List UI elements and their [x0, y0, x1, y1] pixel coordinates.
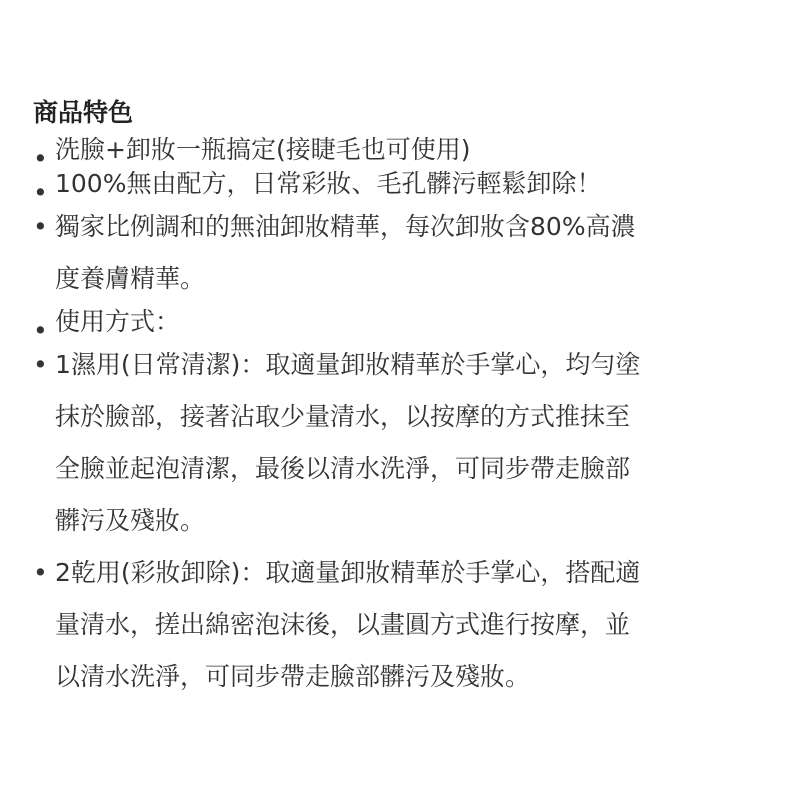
feature-item-wet-use	[33, 339, 773, 547]
bullet-icon: •	[33, 350, 48, 379]
product-features-section	[33, 93, 773, 703]
feature-line: 1濕用(日常清潔)：取適量卸妝精華於手掌心，均勻塗	[55, 350, 641, 379]
feature-item-usage-heading	[33, 305, 773, 345]
bullet-icon: •	[33, 144, 48, 173]
section-title: 商品特色	[33, 98, 134, 127]
feature-item-dry-use	[33, 547, 773, 703]
feature-line: 全臉並起泡清潔，最後以清水洗淨，可同步帶走臉部	[55, 454, 631, 483]
bullet-icon: •	[33, 316, 48, 345]
feature-line: 度養膚精華。	[55, 264, 206, 293]
feature-item-wash-and-remove	[33, 133, 773, 173]
bullet-icon: •	[33, 212, 48, 241]
bullet-icon: •	[33, 178, 48, 207]
feature-line: 獨家比例調和的無油卸妝精華，每次卸妝含80%高濃	[55, 212, 636, 241]
feature-line: 抹於臉部，接著沾取少量清水，以按摩的方式推抹至	[55, 402, 631, 431]
feature-line: 使用方式：	[55, 307, 181, 336]
feature-line: 髒污及殘妝。	[55, 506, 206, 535]
feature-list	[33, 133, 773, 703]
feature-line: 2乾用(彩妝卸除)：取適量卸妝精華於手掌心，搭配適	[55, 558, 641, 587]
bullet-icon: •	[33, 558, 48, 587]
feature-item-essence	[33, 201, 773, 305]
feature-line: 以清水洗淨，可同步帶走臉部髒污及殘妝。	[55, 662, 531, 691]
feature-line: 量清水，搓出綿密泡沫後，以畫圓方式進行按摩，並	[55, 610, 631, 639]
feature-line: 洗臉+卸妝一瓶搞定(接睫毛也可使用)	[55, 135, 471, 164]
feature-item-formula	[33, 167, 773, 207]
feature-line: 100%無由配方，日常彩妝、毛孔髒污輕鬆卸除！	[55, 169, 602, 198]
